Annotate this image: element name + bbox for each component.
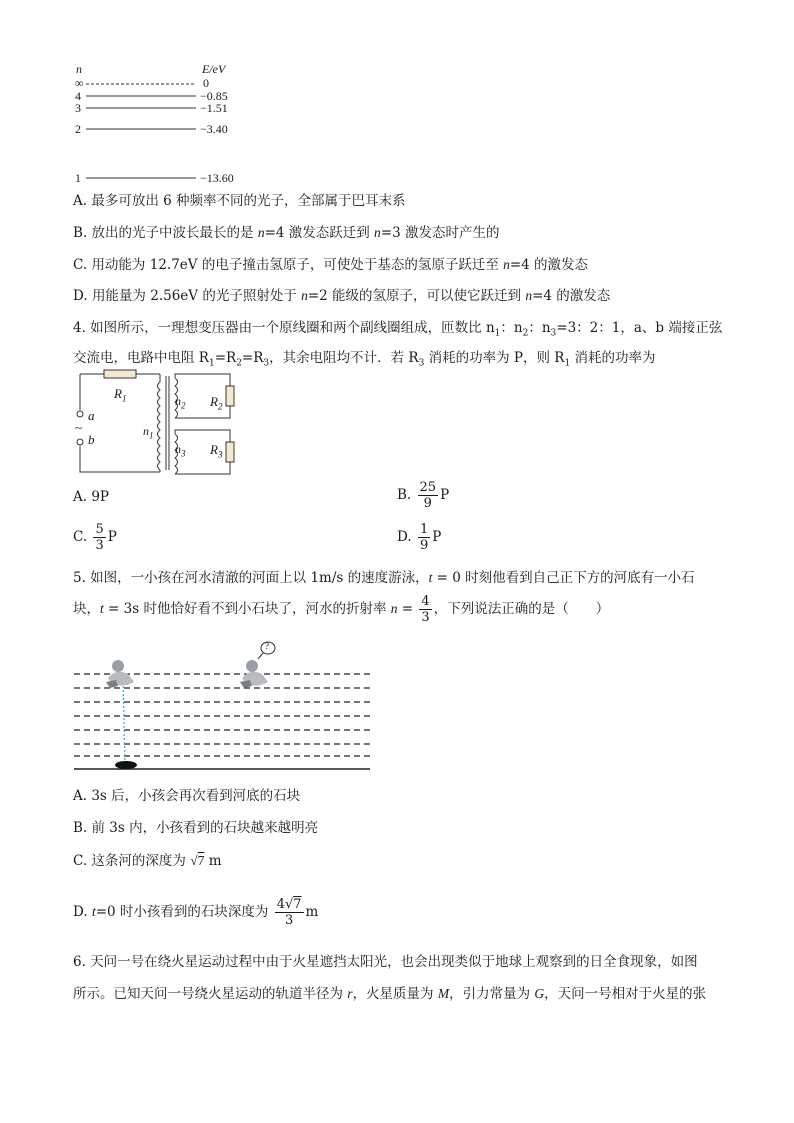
q3-option-b: B. 放出的光子中波长最长的是 n=4 激发态跃迁到 n=3 激发态时产生的: [73, 225, 500, 241]
q5-option-b: B. 前 3s 内，小孩看到的石块越来越明亮: [73, 820, 319, 836]
terminal-b-label: b: [88, 432, 95, 447]
q6-stem-line-2: 所示。已知天问一号绕火星运动的轨道半径为 r，火星质量为 M，引力常量为 G，天问一号相对于火星的张: [73, 986, 707, 1002]
level-n-3: 3: [75, 101, 81, 115]
q4-option-a: A. 9P: [73, 489, 110, 505]
q4-stem-line-2: 交流电，电路中电阻 $R_1=R_2=R_3$，其余电阻均不计．若 $R_3$ 消耗的功率为 P，则 $R_1$ 消耗的功率为: [73, 350, 656, 369]
e-axis-label: E/eV: [202, 62, 226, 76]
thought-bubble-mark: ?: [265, 641, 269, 651]
q5-option-a: A. 3s 后，小孩会再次看到河底的石块: [73, 788, 301, 804]
q4-option-b: B. $\frac{25}{9}$ P: [397, 480, 450, 511]
q3-option-d: D. 用能量为 2.56eV 的光子照射处于 n=2 能级的氢原子，可以使它跃迁到 n=4 的激发态: [73, 288, 611, 304]
r2-label: $R_2$: [210, 394, 223, 412]
terminal-a-label: a: [88, 408, 95, 423]
r3-label: $R_3$: [210, 442, 223, 460]
terminal-a: [77, 411, 83, 417]
n1-label: $n_1$: [143, 424, 154, 441]
n2-label: $n_2$: [175, 394, 186, 411]
q6-stem-line-1: 6. 天问一号在绕火星运动过程中由于火星遮挡太阳光，也会出现类似于地球上观察到的日全食现象，如图: [73, 954, 698, 970]
q5-option-c: C. 这条河的深度为 √7 m: [73, 853, 222, 869]
n-axis-label: n: [76, 62, 82, 76]
stone: [115, 761, 137, 769]
level-n-2: 2: [75, 122, 81, 136]
q5-stem-line-1: 5. 如图，一小孩在河水清澈的河面上以 1m/s 的速度游泳，t = 0 时刻他看到自己正下方的河底有一小石: [73, 570, 695, 586]
r3-resistor: [226, 442, 234, 462]
level-e-2: −3.40: [200, 122, 228, 136]
q4-option-c: C. $\frac{5}{3}$ P: [73, 522, 117, 553]
level-e-3: −1.51: [200, 101, 228, 115]
r1-resistor: [104, 370, 136, 378]
level-n-1: 1: [75, 171, 81, 185]
transformer-circuit-drawing: [60, 368, 250, 480]
ac-source-symbol: ~: [75, 420, 83, 435]
level-n-4: 4: [75, 89, 81, 103]
level-e-4: −0.85: [200, 89, 228, 103]
q4-stem-line-1: 4. 如图所示，一理想变压器由一个原线圈和两个副线圈组成，匝数比 $n_1$：$n_2$：$n_3=3$：2：1，a、b 端接正弦: [73, 320, 723, 339]
terminal-b: [77, 439, 83, 445]
primary-coil: [158, 374, 161, 472]
r1-label: $R_1$: [114, 386, 127, 404]
q4-option-d: D. $\frac{1}{9}$ P: [397, 522, 442, 553]
level-e-1: −13.60: [200, 171, 234, 185]
r2-resistor: [226, 386, 234, 406]
q5-option-d: D. t=0 时小孩看到的石块深度为 $\frac{4√7}{3}$ m: [73, 897, 319, 928]
river-drawing: [70, 640, 390, 775]
swimming-child-right: [240, 642, 275, 688]
sight-line: [123, 678, 125, 764]
level-e-inf: 0: [203, 76, 209, 90]
level-n-inf: ∞: [75, 76, 84, 90]
q5-stem-line-2: 块，t = 3s 时他恰好看不到小石块了，河水的折射率 n = $\frac{4}{3}$ ，下列说法正确的是（ ）: [73, 594, 610, 625]
q3-option-a: A. 最多可放出 6 种频率不同的光子，全部属于巴耳末系: [73, 193, 406, 209]
q3-option-c: C. 用动能为 12.7eV 的电子撞击氢原子，可使处于基态的氢原子跃迁至 n=4 的激发态: [73, 257, 589, 273]
n3-label: $n_3$: [175, 442, 186, 459]
